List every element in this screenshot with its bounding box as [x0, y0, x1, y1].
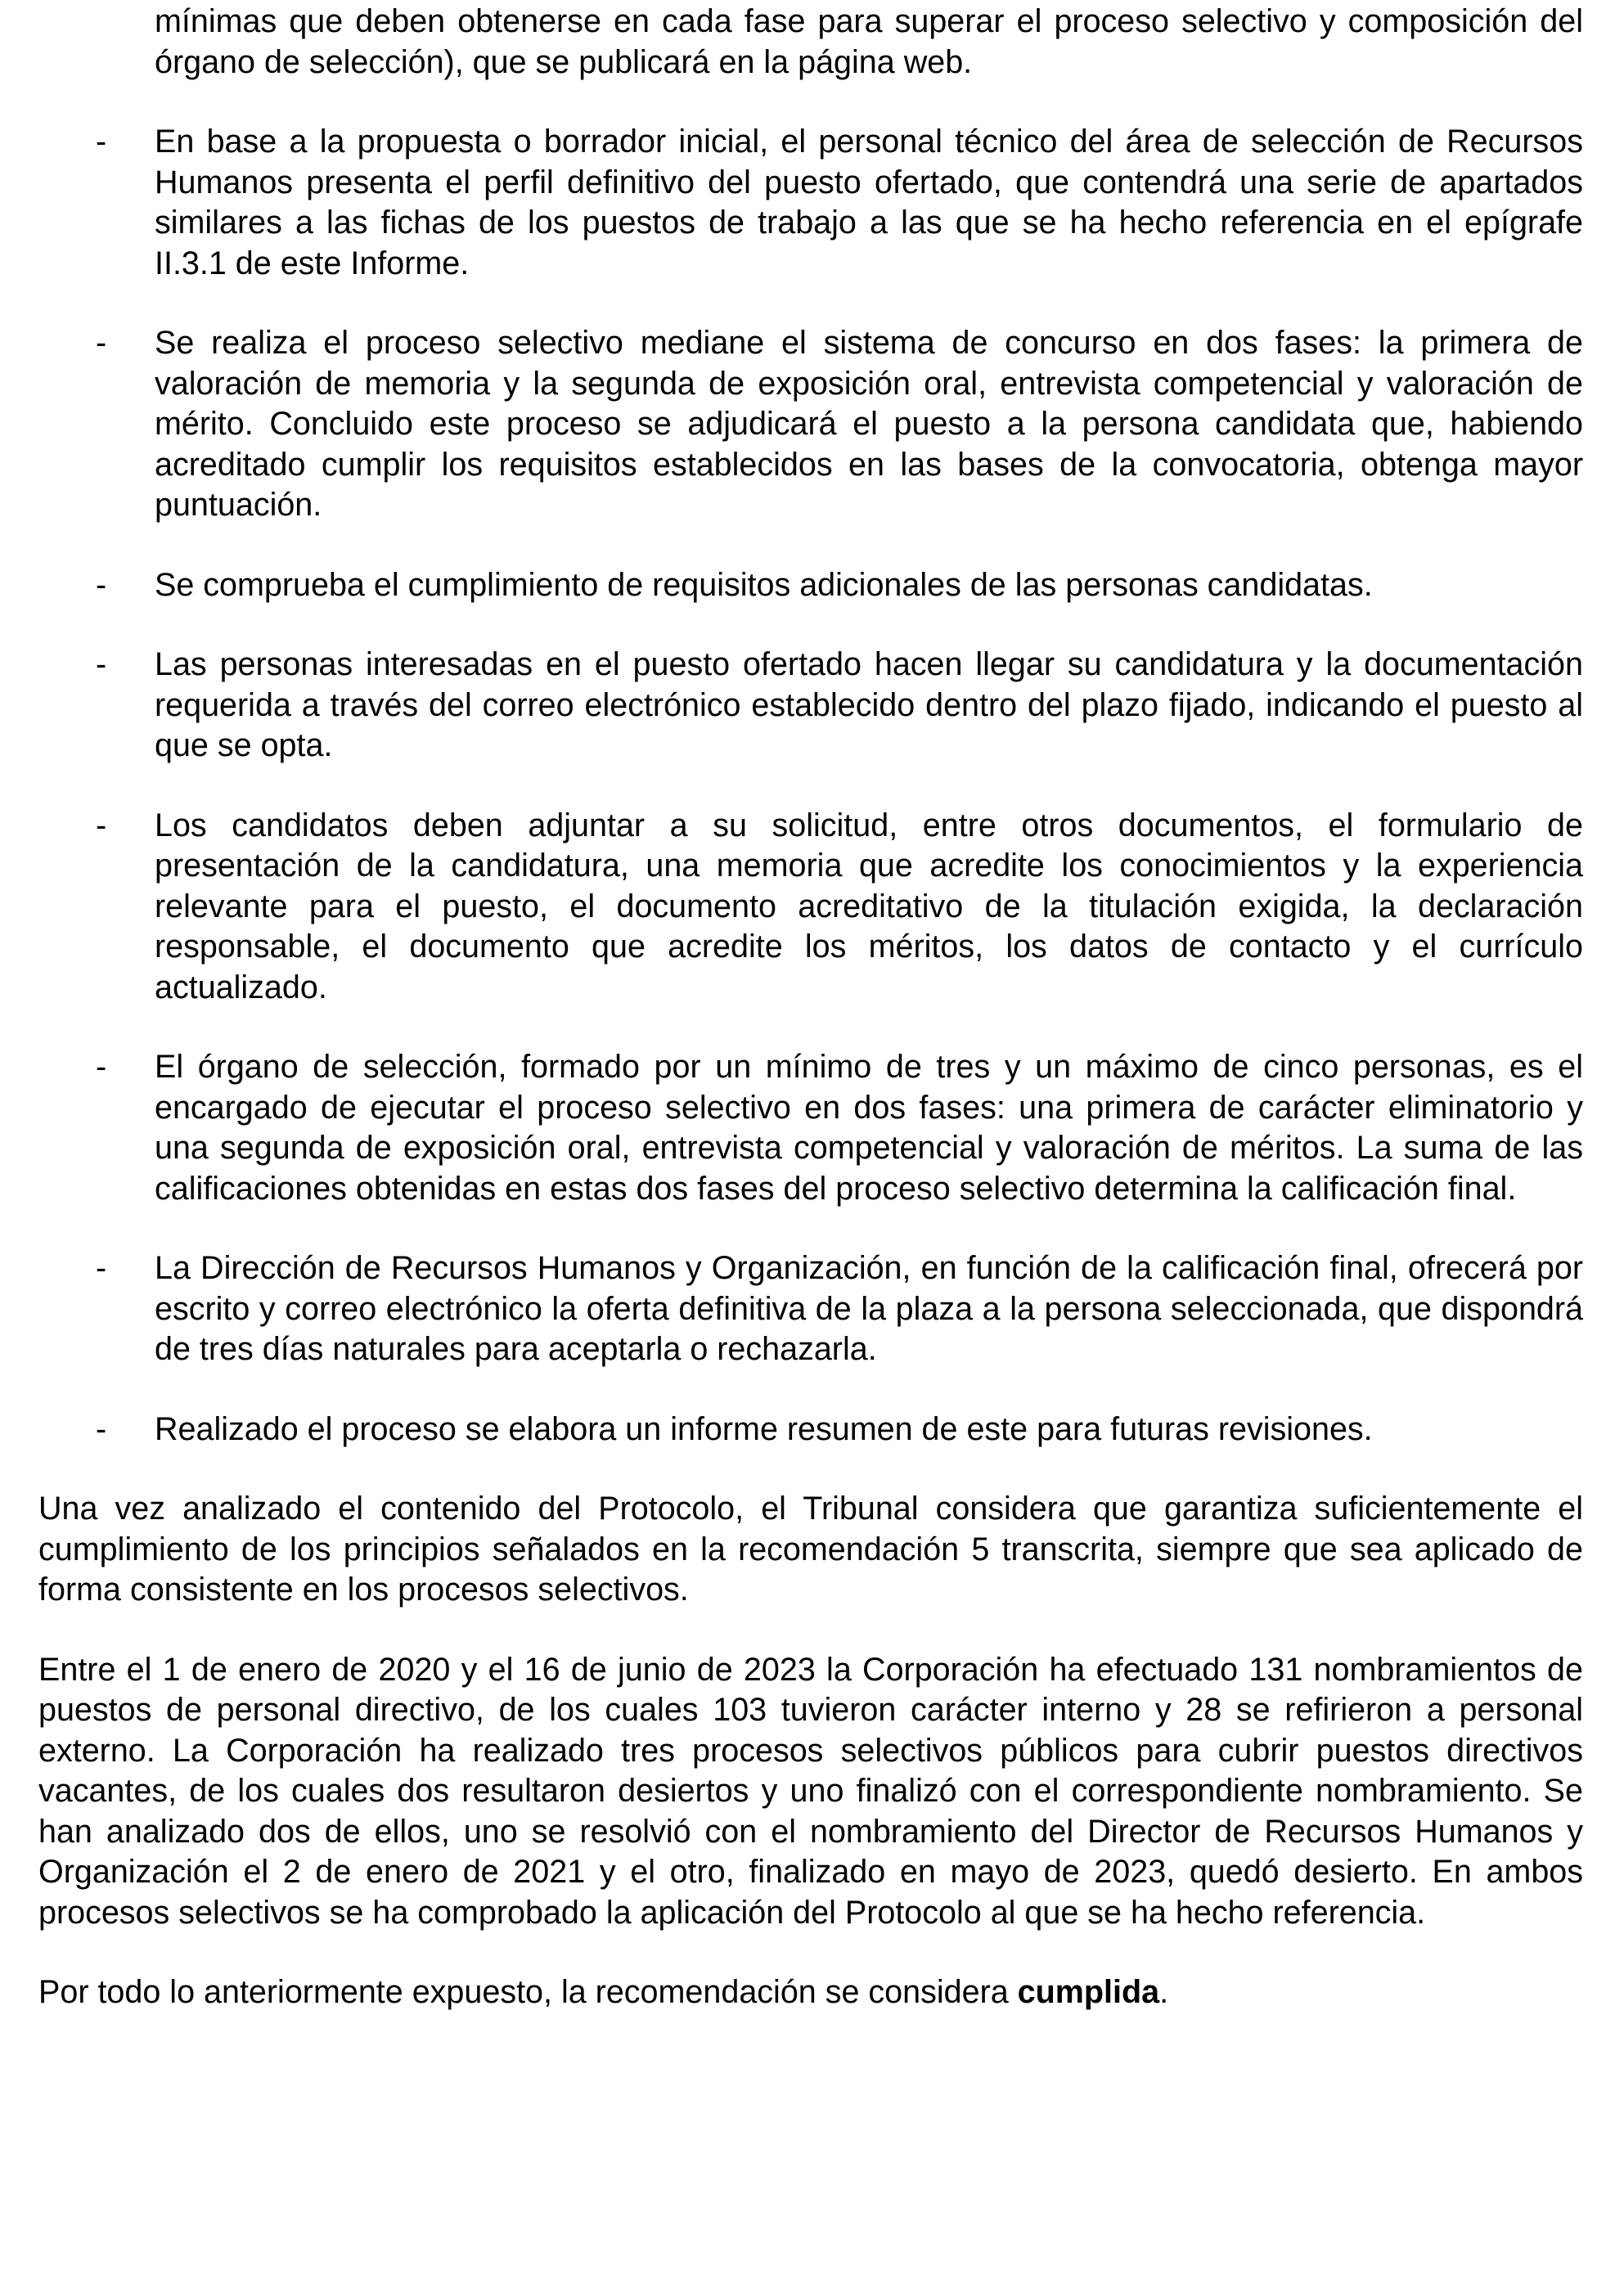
bullet-marker: -: [96, 1049, 107, 1085]
protocol-assessment-paragraph: Una vez analizado el contenido del Protocolo, el Tribunal considera que garantiza suficientemente el cumplimiento de los principios señalados en la recomendación 5 transcrita, siempre que sea aplicado de forma consistente en los procesos selectivos.: [38, 1491, 1583, 1608]
bullet-marker: -: [96, 807, 107, 843]
bullet-marker: -: [96, 1250, 107, 1286]
list-item: [38, 1047, 1583, 1209]
list-item: [38, 323, 1583, 526]
document-page: [38, 2, 1583, 2053]
list-item-text: Se comprueba el cumplimiento de requisitos adicionales de las personas candidatas.: [155, 566, 1373, 603]
list-item: [38, 122, 1583, 284]
conclusion-emphasis: cumplida: [1017, 1974, 1160, 2010]
list-item: [38, 565, 1583, 606]
bullet-marker: -: [96, 325, 107, 361]
bullet-marker: -: [96, 566, 107, 603]
bullet-marker: -: [96, 1410, 107, 1447]
list-item: [38, 806, 1583, 1009]
list-item: [38, 1248, 1583, 1370]
list-item-text: En base a la propuesta o borrador inicial, el personal técnico del área de selección de Recursos Humanos presenta el perfil definitivo del puesto ofertado, que contendrá una serie de apartados similares a las fichas de los puestos de trabajo a las que se ha hecho referencia en el epígrafe II.3.1 de este Informe.: [155, 124, 1583, 281]
continuation-paragraph: mínimas que deben obtenerse en cada fase para superar el proceso selectivo y composición del órgano de selección), que se publicará en la página web.: [155, 3, 1583, 80]
list-item-text: Realizado el proceso se elabora un informe resumen de este para futuras revisiones.: [155, 1410, 1373, 1447]
appointments-paragraph: Entre el 1 de enero de 2020 y el 16 de junio de 2023 la Corporación ha efectuado 131 nombramientos de puestos de personal directivo, de los cuales 103 tuvieron carácter interno y 28 se refirieron a personal externo. La Corporación ha realizado tres procesos selectivos públicos para cubrir puestos directivos vacantes, de los cuales dos resultaron desiertos y uno finalizó con el correspondiente nombramiento. Se han analizado dos de ellos, uno se resolvió con el nombramiento del Director de Recursos Humanos y Organización el 2 de enero de 2021 y el otro, finalizado en mayo de 2023, quedó desierto. En ambos procesos selectivos se ha comprobado la aplicación del Protocolo al que se ha hecho referencia.: [38, 1651, 1583, 1931]
list-item-text: Las personas interesadas en el puesto ofertado hacen llegar su candidatura y la documentación requerida a través del correo electrónico establecido dentro del plazo fijado, indicando el puesto al que se opta.: [155, 646, 1583, 763]
conclusion-paragraph: [38, 1972, 1583, 2013]
conclusion-text: Por todo lo anteriormente expuesto, la recomendación se considera: [38, 1974, 1018, 2010]
list-item: [38, 1410, 1583, 1450]
list-item-text: La Dirección de Recursos Humanos y Organización, en función de la calificación final, ofrecerá por escrito y correo electrónico la oferta definitiva de la plaza a la persona seleccionada, que dispondrá de tres días naturales para aceptarla o rechazarla.: [155, 1250, 1583, 1367]
bullet-marker: -: [96, 646, 107, 682]
list-item-text: Se realiza el proceso selectivo mediane el sistema de concurso en dos fases: la primera de valoración de memoria y la segunda de exposición oral, entrevista competencial y valoración de mérito. Concluido este proceso se adjudicará el puesto a la persona candidata que, habiendo acreditado cumplir los requisitos establecidos en las bases de la convocatoria, obtenga mayor puntuación.: [155, 325, 1583, 523]
list-item: [38, 645, 1583, 767]
list-item-text: El órgano de selección, formado por un mínimo de tres y un máximo de cinco personas, es el encargado de ejecutar el proceso selectivo en dos fases: una primera de carácter eliminatorio y una segunda de exposición oral, entrevista competencial y valoración de méritos. La suma de las calificaciones obtenidas en estas dos fases del proceso selectivo determina la calificación final.: [155, 1049, 1583, 1207]
list-item-text: Los candidatos deben adjuntar a su solicitud, entre otros documentos, el formulario de presentación de la candidatura, una memoria que acredite los conocimientos y la experiencia relevante para el puesto, el documento acreditativo de la titulación exigida, la declaración responsable, el documento que acredite los méritos, los datos de contacto y el currículo actualizado.: [155, 807, 1583, 1005]
conclusion-end: .: [1159, 1974, 1169, 2010]
procedure-steps-list: [38, 122, 1583, 1450]
bullet-marker: -: [96, 124, 107, 160]
